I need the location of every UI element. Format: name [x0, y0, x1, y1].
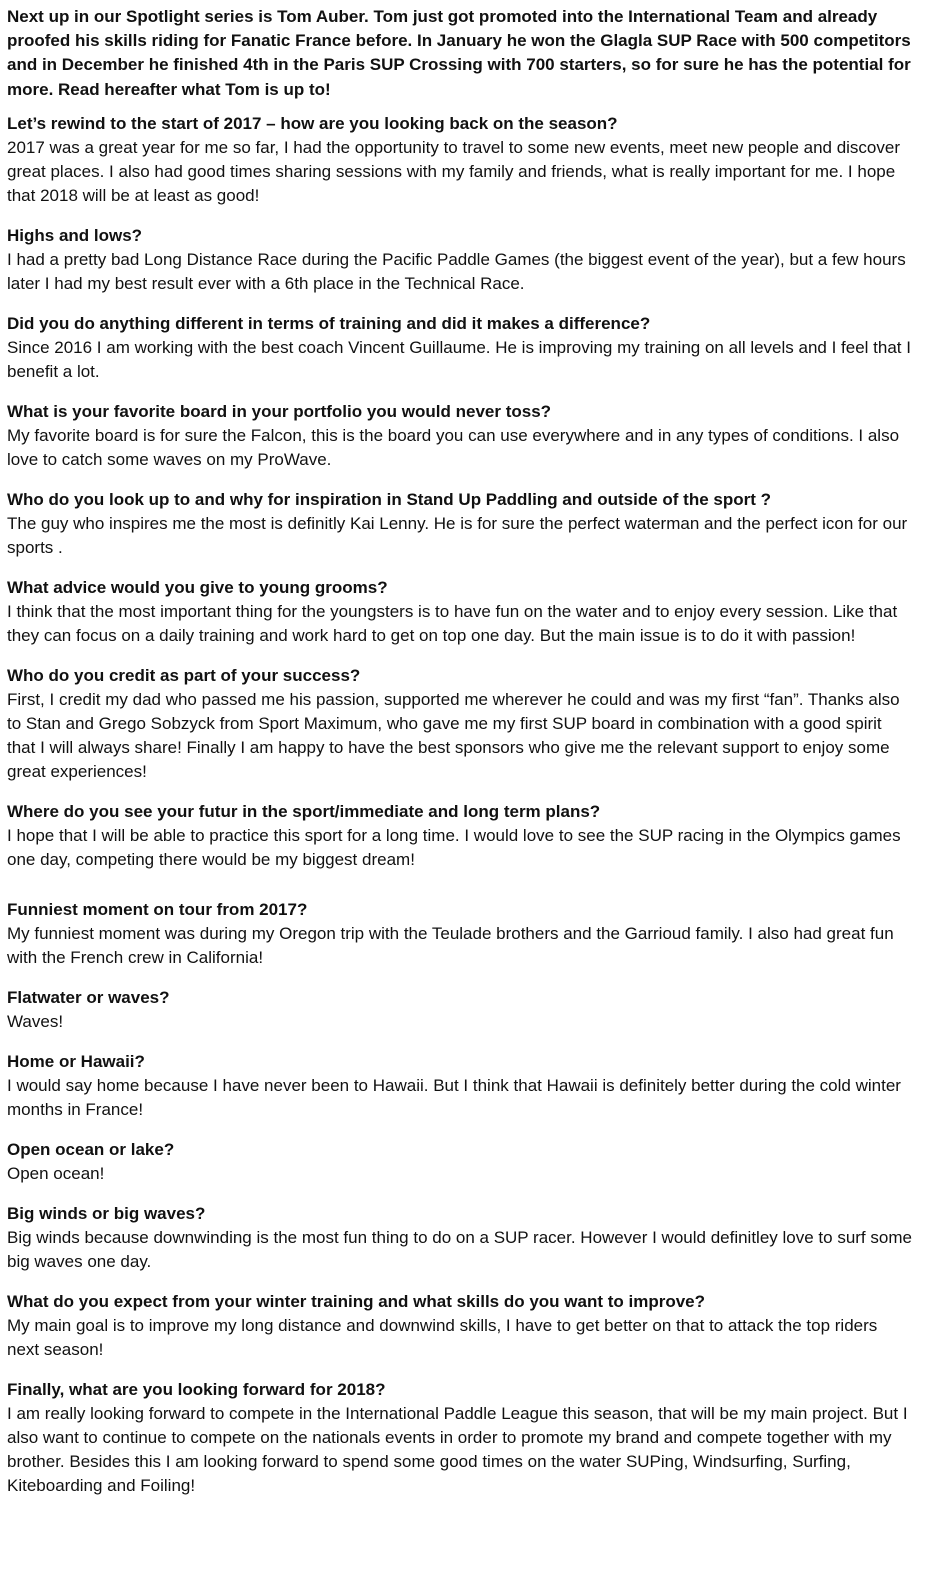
- question-heading: Who do you look up to and why for inspiration in Stand Up Paddling and outside of the sport ?: [7, 489, 772, 509]
- answer-text: Big winds because downwinding is the most fun thing to do on a SUP racer. However I would definitley love to surf some big waves one day.: [7, 1227, 912, 1271]
- answer-text: I hope that I will be able to practice this sport for a long time. I would love to see the SUP racing in the Olympics games one day, competing there would be my biggest dream!: [7, 825, 901, 869]
- question-heading: Finally, what are you looking forward for 2018?: [7, 1379, 386, 1399]
- answer-text: First, I credit my dad who passed me his passion, supported me wherever he could and was my first “fan”. Thanks also to Stan and Grego Sobzyck from Sport Maximum, who gave me my first SUP board in combination with a good spirit that I will always share! Finally I am happy to have the best sponsors who give me the relevant support to enjoy some great experiences!: [7, 689, 900, 781]
- qa-item: [7, 1290, 914, 1362]
- qa-item: [7, 1050, 914, 1122]
- question-heading: What is your favorite board in your portfolio you would never toss?: [7, 401, 552, 421]
- answer-text: 2017 was a great year for me so far, I had the opportunity to travel to some new events, meet new people and discover great places. I also had good times sharing sessions with my family and friends, what is really important for me. I hope that 2018 will be at least as good!: [7, 137, 901, 205]
- qa-item: [7, 1202, 914, 1274]
- answer-text: My favorite board is for sure the Falcon, this is the board you can use everywhere and in any types of conditions. I also love to catch some waves on my ProWave.: [7, 425, 900, 469]
- qa-item: [7, 800, 914, 872]
- answer-text: The guy who inspires me the most is definitly Kai Lenny. He is for sure the perfect waterman and the perfect icon for our sports .: [7, 513, 908, 557]
- qa-item: [7, 224, 914, 296]
- intro-paragraph: Next up in our Spotlight series is Tom Auber. Tom just got promoted into the International Team and already proofed his skills riding for Fanatic France before. In January he won the Glagla SUP Race with 500 competitors and in December he finished 4th in the Paris SUP Crossing with 700 starters, so for sure he has the potential for more. Read hereafter what Tom is up to!: [7, 7, 911, 99]
- question-heading: Funniest moment on tour from 2017?: [7, 899, 308, 919]
- answer-text: I am really looking forward to compete in the International Paddle League this season, that will be my main project. But I also want to continue to compete on the nationals events in order to promote my brand and compete together with my brother. Besides this I am looking forward to spend some good times on the water SUPing, Windsurfing, Surfing, Kiteboarding and Foiling!: [7, 1403, 908, 1495]
- question-heading: Who do you credit as part of your success?: [7, 665, 361, 685]
- answer-text: My main goal is to improve my long distance and downwind skills, I have to get better on that to attack the top riders next season!: [7, 1315, 878, 1359]
- qa-item: [7, 312, 914, 384]
- question-heading: What advice would you give to young grooms?: [7, 577, 388, 597]
- qa-item: [7, 576, 914, 648]
- answer-text: I think that the most important thing for the youngsters is to have fun on the water and to enjoy every session. Like that they can focus on a daily training and work hard to get on top one day. But the main issue is to do it with passion!: [7, 601, 898, 645]
- question-heading: Highs and lows?: [7, 225, 143, 245]
- answer-text: Since 2016 I am working with the best coach Vincent Guillaume. He is improving my training on all levels and I feel that I benefit a lot.: [7, 337, 911, 381]
- qa-item: [7, 400, 914, 472]
- qa-item: [7, 986, 914, 1034]
- question-heading: Where do you see your futur in the sport/immediate and long term plans?: [7, 801, 601, 821]
- question-heading: What do you expect from your winter training and what skills do you want to improve?: [7, 1291, 706, 1311]
- answer-text: Open ocean!: [7, 1163, 105, 1183]
- question-heading: Flatwater or waves?: [7, 987, 170, 1007]
- answer-text: Waves!: [7, 1011, 64, 1031]
- question-heading: Did you do anything different in terms of training and did it makes a difference?: [7, 313, 651, 333]
- question-heading: Home or Hawaii?: [7, 1051, 145, 1071]
- qa-item: [7, 488, 914, 560]
- question-heading: Let’s rewind to the start of 2017 – how are you looking back on the season?: [7, 113, 618, 133]
- qa-item: [7, 898, 914, 970]
- qa-item: [7, 1378, 914, 1498]
- question-heading: Big winds or big waves?: [7, 1203, 206, 1223]
- qa-item: [7, 664, 914, 784]
- answer-text: I would say home because I have never been to Hawaii. But I think that Hawaii is definitely better during the cold winter months in France!: [7, 1075, 901, 1119]
- question-heading: Open ocean or lake?: [7, 1139, 175, 1159]
- answer-text: My funniest moment was during my Oregon trip with the Teulade brothers and the Garrioud family. I also had great fun with the French crew in California!: [7, 923, 894, 967]
- answer-text: I had a pretty bad Long Distance Race during the Pacific Paddle Games (the biggest event of the year), but a few hours later I had my best result ever with a 6th place in the Technical Race.: [7, 249, 906, 293]
- qa-item: [7, 1138, 914, 1186]
- qa-item: [7, 112, 914, 208]
